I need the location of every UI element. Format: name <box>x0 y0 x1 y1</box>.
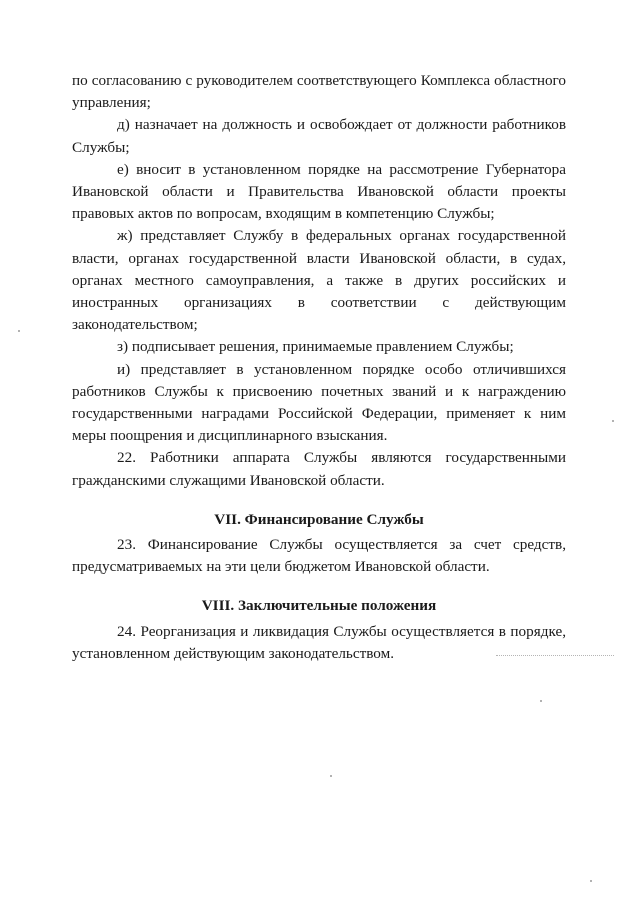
paragraph-23: 23. Финансирование Службы осуществляется за счет средств, предусматриваемых на эти цели бюджетом Ивановской области. <box>72 536 566 576</box>
paragraph-item-d: д) назначает на должность и освобождает от должности работников Службы; <box>72 116 566 156</box>
scan-speck <box>590 880 592 882</box>
scan-speck <box>612 420 614 422</box>
section-7-heading: VII. Финансирование Службы <box>214 510 424 528</box>
paragraph-continuation: по согласованию с руководителем соответствующего Комплекса областного управления; <box>72 72 566 112</box>
paragraph-item-zh: ж) представляет Службу в федеральных органах государственной власти, органах государственной власти Ивановской области, в судах, органах местного самоуправления, а также в других российских и иностранных организациях в соответствии с действующим законодательством; <box>72 227 566 334</box>
document-page <box>72 70 566 665</box>
section-8-heading: VIII. Заключительные положения <box>201 597 437 615</box>
scan-speck <box>540 700 542 702</box>
paragraph-24: 24. Реорганизация и ликвидация Службы осуществляется в порядке, установленном действующим законодательством. <box>72 622 566 662</box>
paragraph-22: 22. Работники аппарата Службы являются государственными гражданскими служащими Ивановской области. <box>72 449 566 489</box>
scan-artifact-dotted-line <box>496 655 614 656</box>
paragraph-item-e: е) вносит в установленном порядке на рассмотрение Губернатора Ивановской области и Правительства Ивановской области проекты правовых актов по вопросам, входящим в компетенцию Службы; <box>72 160 566 223</box>
scan-speck <box>330 775 332 777</box>
paragraph-item-i: и) представляет в установленном порядке особо отличившихся работников Службы к присвоению почетных званий и к награждению государственными наградами Российской Федерации, применяет к ним меры поощрения и дисциплинарного взыскания. <box>72 360 566 445</box>
paragraph-item-z: з) подписывает решения, принимаемые правлением Службы; <box>117 338 514 356</box>
scan-speck <box>18 330 20 332</box>
